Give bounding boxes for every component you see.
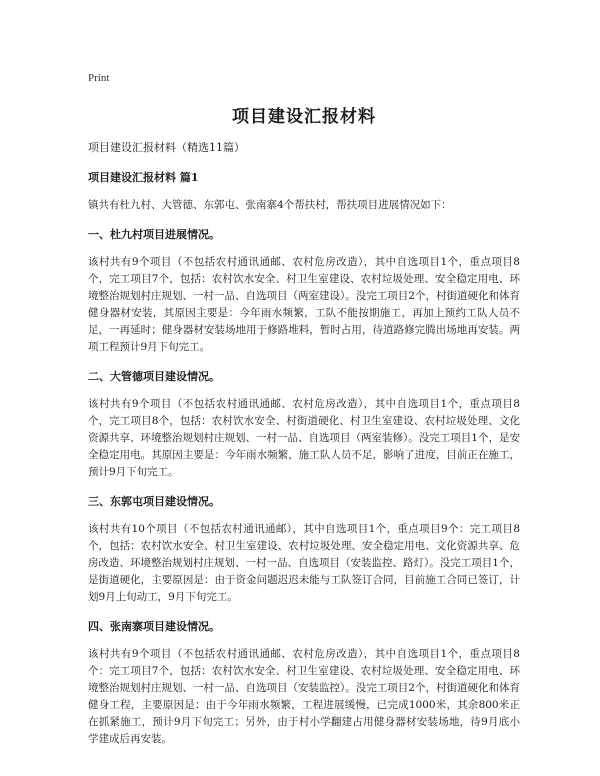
article-heading: 项目建设汇报材料 篇1 xyxy=(88,171,199,184)
section-4-body: 该村共有9个项目（不包括农村通讯通邮、农村危房改造），其中自选项目1个，重点项目8个：完工项目7个，包括：农村饮水安全、村卫生室建设、农村垃圾处理、安全稳定用电、环境整治规划村庄规划、一村一品、自选项目（安装监控）。没完工项目2个，村街道硬化和体育健身工程，主要原因是：由于今年雨水频繁，工程进展缓慢，已完成1000米，其余800米正在抓紧施工，预计9月下旬完工；另外，由于村小学翻建占用健身器材安装场地，待9月底小学建成后再安装。 xyxy=(88,648,520,745)
section-1-heading: 一、杜九村项目进展情况。 xyxy=(88,228,220,241)
page-title: 项目建设汇报材料 xyxy=(232,107,376,127)
print-link[interactable]: Print xyxy=(88,72,110,84)
section-4-heading: 四、张南寨项目建设情况。 xyxy=(88,620,220,633)
section-3-body: 该村共有10个项目（不包括农村通讯通邮），其中自选项目1个，重点项目9个：完工项目8个，包括：农村饮水安全、村卫生室建设、农村垃圾处理、安全稳定用电、文化资源共享、危房改造、环境整治规划村庄规划、一村一品、自选项目（安装监控、路灯）。没完工项目1个，是街道硬化，主要原因是：由于资金问题迟迟未能与工队签订合同，目前施工合同已签订，计划9月上旬动工，9月下旬完工。 xyxy=(88,523,520,603)
document-page xyxy=(88,64,520,760)
section-3-heading: 三、东郭屯项目建设情况。 xyxy=(88,495,220,508)
intro-paragraph: 镇共有杜九村、大管德、东郭屯、张南寨4个帮扶村，帮扶项目进展情况如下： xyxy=(88,199,452,211)
section-1-body: 该村共有9个项目（不包括农村通讯通邮、农村危房改造），其中自选项目1个，重点项目8个，完工项目7个，包括：农村饮水安全、村卫生室建设、农村垃圾处理、安全稳定用电、环境整治规划村庄规划、一村一品、自选项目（两室建设）。没完工项目2个，村街道硬化和体育健身器材安装，其原因主要是：今年雨水频繁，工队不能按期施工，再加上预约工队人员不足，一再延时；健身器材安装场地用于修路堆料，暂时占用，待道路修完腾出场地再安装。两项工程预计9月下旬完工。 xyxy=(88,256,520,353)
section-2-heading: 二、大管德项目建设情况。 xyxy=(88,370,220,383)
document-subtitle: 项目建设汇报材料（精选11篇） xyxy=(88,141,245,154)
section-2-body: 该村共有9个项目（不包括农村通讯通邮、农村危房改造），其中自选项目1个，重点项目8个，完工项目8个，包括：农村饮水安全、村街道硬化、村卫生室建设、农村垃圾处理、文化资源共享、环境整治规划村庄规划、一村一品、自选项目（两室装修）。没完工项目1个，是安全稳定用电。其原因主要是：今年雨水频繁，施工队人员不足，影响了进度，目前正在施工，预计9月下旬完工。 xyxy=(88,398,520,478)
